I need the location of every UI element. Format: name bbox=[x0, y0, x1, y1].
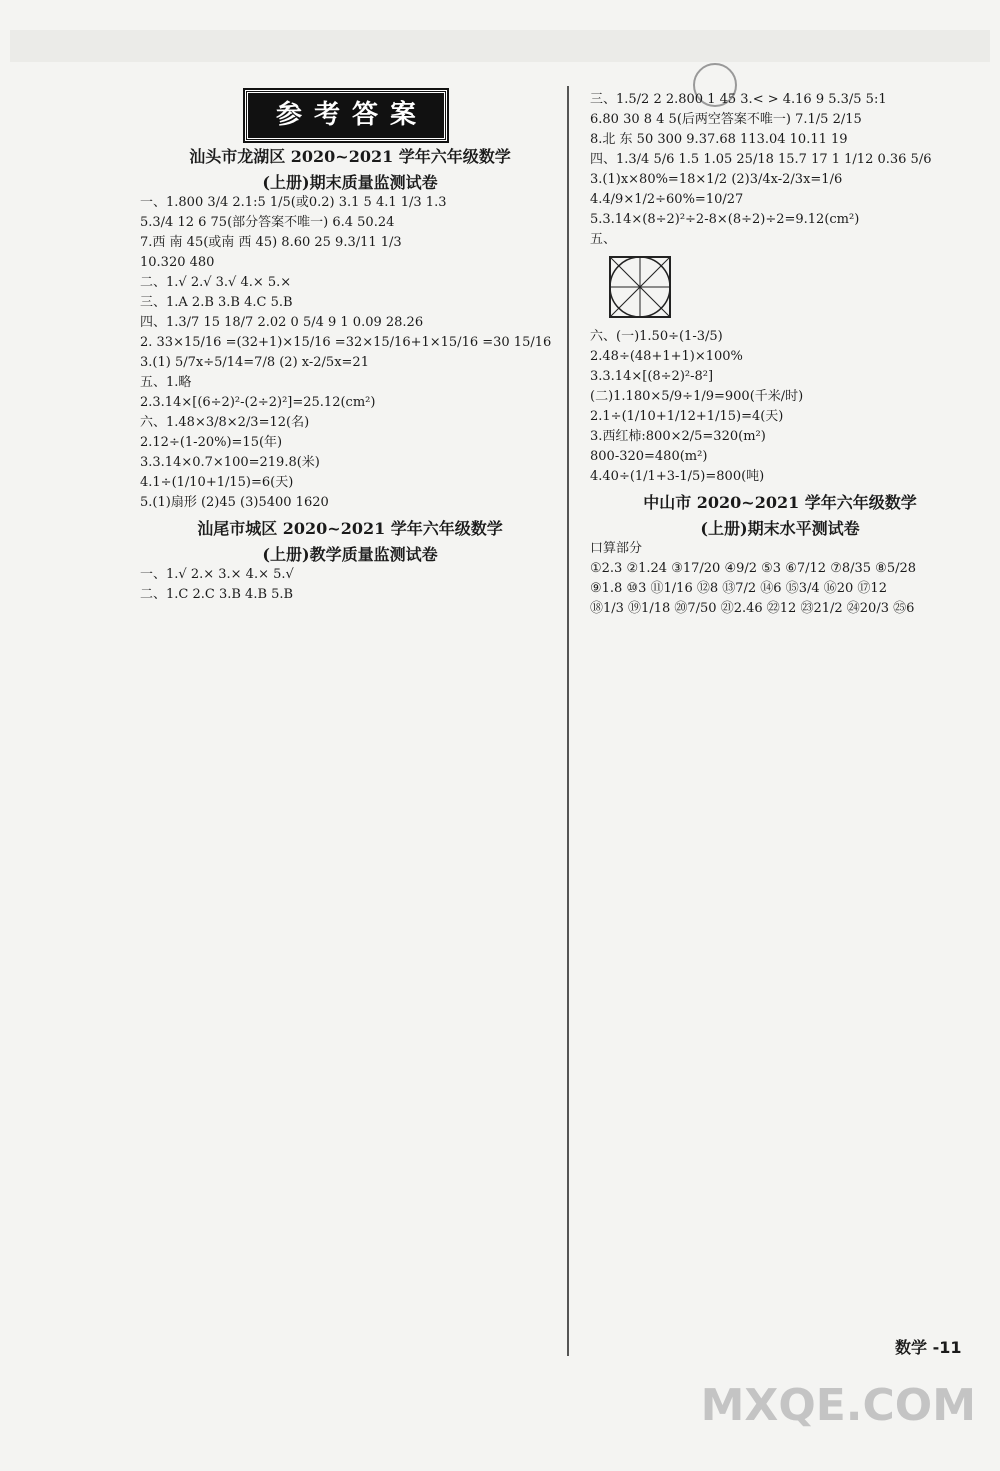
answer-line: 2. 33×15/16 =(32+1)×15/16 =32×15/16+1×15/16 =30 15/16 bbox=[140, 334, 552, 350]
section-heading: 汕头市龙湖区 2020~2021 学年六年级数学 bbox=[189, 146, 511, 166]
answer-line: 2.12÷(1-20%)=15(年) bbox=[140, 434, 283, 450]
watermark-logo: MXQE.COM bbox=[700, 1380, 976, 1431]
answer-line: 8.北 东 50 300 9.37.68 113.04 10.11 19 bbox=[590, 132, 848, 147]
answer-line: 四、1.3/7 15 18/7 2.02 0 5/4 9 1 0.09 28.26 bbox=[140, 314, 424, 330]
answer-line: 六、1.48×3/8×2/3=12(名) bbox=[140, 414, 310, 430]
answer-line: 3.3.14×0.7×100=219.8(米) bbox=[140, 454, 320, 470]
answer-line: 3.西红柿:800×2/5=320(m²) bbox=[590, 429, 766, 445]
answer-line: 7.西 南 45(或南 西 45) 8.60 25 9.3/11 1/3 bbox=[140, 234, 402, 250]
column-divider bbox=[567, 86, 569, 1356]
answer-line: 2.1÷(1/10+1/12+1/15)=4(天) bbox=[590, 409, 784, 425]
answer-line: 五、1.略 bbox=[140, 374, 192, 390]
title-banner: 参考答案 bbox=[245, 90, 447, 141]
answer-line: 六、(一)1.50÷(1-3/5) bbox=[590, 329, 723, 345]
answer-line: 800-320=480(m²) bbox=[590, 449, 708, 465]
answer-line: 6.80 30 8 4 5(后两空答案不唯一) 7.1/5 2/15 bbox=[590, 112, 862, 127]
page-footer: 数学 -11 bbox=[895, 1338, 962, 1357]
answer-line: 4.1÷(1/10+1/15)=6(天) bbox=[140, 474, 294, 490]
answer-line: (二)1.180×5/9÷1/9=900(千米/时) bbox=[590, 389, 804, 405]
answer-line: 一、1.√ 2.× 3.× 4.× 5.√ bbox=[140, 566, 294, 582]
answer-line: 四、1.3/4 5/6 1.5 1.05 25/18 15.7 17 1 1/12 0.36 5/6 bbox=[590, 152, 932, 167]
answer-line: 三、1.5/2 2 2.800 1 45 3.< > 4.16 9 5.3/5 5:1 bbox=[590, 92, 887, 107]
answer-line: ⑱1/3 ⑲1/18 ⑳7/50 ㉑2.46 ㉒12 ㉓21/2 ㉔20/3 ㉕6 bbox=[590, 601, 915, 617]
answer-line: 五、 bbox=[590, 232, 617, 247]
answer-line: ①2.3 ②1.24 ③17/20 ④9/2 ⑤3 ⑥7/12 ⑦8/35 ⑧5/28 bbox=[590, 561, 917, 577]
right-column bbox=[590, 90, 970, 621]
left-column bbox=[140, 90, 560, 607]
section-heading: 汕尾市城区 2020~2021 学年六年级数学 bbox=[197, 518, 503, 538]
answer-line: 3.(1)x×80%=18×1/2 (2)3/4x-2/3x=1/6 bbox=[590, 172, 843, 187]
answer-line: 4.4/9×1/2÷60%=10/27 bbox=[590, 192, 744, 207]
answer-line: 2.48÷(48+1+1)×100% bbox=[590, 349, 743, 365]
answer-line: 5.3/4 12 6 75(部分答案不唯一) 6.4 50.24 bbox=[140, 214, 395, 230]
answer-line: 3.3.14×[(8÷2)²-8²] bbox=[590, 369, 714, 385]
answer-line: 二、1.C 2.C 3.B 4.B 5.B bbox=[140, 586, 294, 602]
answer-line: 10.320 480 bbox=[140, 254, 215, 270]
answer-line: 3.(1) 5/7x÷5/14=7/8 (2) x-2/5x=21 bbox=[140, 354, 369, 370]
answer-line: 二、1.√ 2.√ 3.√ 4.× 5.× bbox=[140, 274, 292, 290]
top-band bbox=[10, 30, 990, 62]
section-heading: 中山市 2020~2021 学年六年级数学 bbox=[643, 493, 917, 513]
answer-line: 口算部分 bbox=[590, 541, 643, 557]
answer-line: 一、1.800 3/4 2.1:5 1/5(或0.2) 3.1 5 4.1 1/3 1.3 bbox=[140, 194, 447, 210]
answer-line: 5.(1)扇形 (2)45 (3)5400 1620 bbox=[140, 494, 329, 510]
answer-line: ⑨1.8 ⑩3 ⑪1/16 ⑫8 ⑬7/2 ⑭6 ⑮3/4 ⑯20 ⑰12 bbox=[590, 581, 887, 597]
answer-line: 三、1.A 2.B 3.B 4.C 5.B bbox=[140, 294, 293, 310]
section-subheading: (上册)期末质量监测试卷 bbox=[262, 172, 438, 192]
answer-line: 4.40÷(1/1+3-1/5)=800(吨) bbox=[590, 469, 765, 485]
section-subheading: (上册)教学质量监测试卷 bbox=[262, 544, 438, 564]
answer-line: 5.3.14×(8÷2)²÷2-8×(8÷2)÷2=9.12(cm²) bbox=[590, 212, 860, 227]
section-subheading: (上册)期末水平测试卷 bbox=[700, 519, 860, 539]
answer-line: 2.3.14×[(6÷2)²-(2÷2)²]=25.12(cm²) bbox=[140, 394, 376, 410]
square-diagram bbox=[590, 252, 710, 322]
